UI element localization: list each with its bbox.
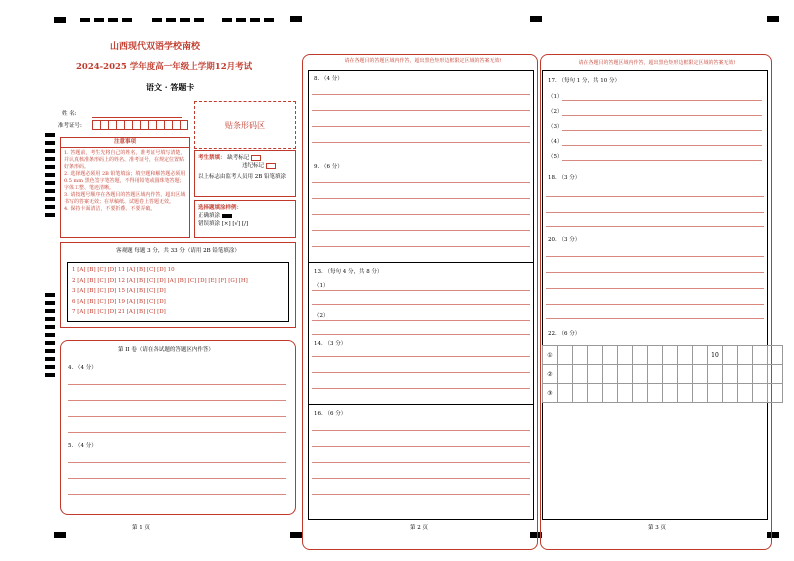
q20-label: 20. （3 分） xyxy=(548,237,581,243)
q16-label: 16. （6 分） xyxy=(314,411,347,417)
timing-mark xyxy=(530,16,542,22)
timing-mark xyxy=(222,18,232,22)
notice-item: 1. 答题前，考生先将自己的姓名，准考证号填写清楚，并认真核准条形码上的姓名、准考证号，在规定位置贴好条形码。 xyxy=(64,150,186,170)
answer-line[interactable] xyxy=(546,212,764,213)
grid-mark: 10 xyxy=(708,346,723,365)
id-label: 准考证号: xyxy=(58,123,82,129)
page2-notice: 请在各题目的答题区域内作答，超出黑色矩形边框限定区域的答案无效! xyxy=(344,58,502,64)
subject-title: 语文 · 答题卡 xyxy=(146,82,195,92)
timing-mark xyxy=(166,18,176,22)
name-field[interactable] xyxy=(92,117,182,118)
answer-line[interactable] xyxy=(312,182,530,183)
answer-line[interactable] xyxy=(312,126,530,127)
q17-item: （1） xyxy=(548,94,563,100)
answer-line[interactable] xyxy=(546,226,764,227)
fill-example-title: 选择题填涂样例： xyxy=(198,205,243,211)
page2-answer-box xyxy=(308,70,534,520)
answer-line[interactable] xyxy=(68,432,286,433)
q22-grid[interactable] xyxy=(542,345,783,403)
absent-label: 缺考标记 xyxy=(227,155,250,161)
correct-fill-mark xyxy=(222,214,232,218)
objective-grid xyxy=(67,262,289,322)
objective-title: 客观题 每题 3 分，共 33 分（请用 2B 铅笔填涂） xyxy=(116,248,240,254)
divider xyxy=(308,404,534,405)
page-number: 第 3 页 xyxy=(648,525,666,531)
answer-line[interactable] xyxy=(312,462,530,463)
timing-mark xyxy=(108,18,118,22)
q18-label: 18. （3 分） xyxy=(548,175,581,181)
id-boxes[interactable] xyxy=(92,120,188,130)
q13-part1: （1） xyxy=(314,283,329,289)
q4-label: 4. （4 分） xyxy=(68,365,97,371)
answer-line[interactable] xyxy=(546,196,764,197)
violation-label: 违纪标记 xyxy=(242,163,265,169)
page-number: 第 1 页 xyxy=(132,525,150,531)
name-label: 姓 名: xyxy=(62,111,77,117)
answer-line[interactable] xyxy=(562,160,762,161)
answer-line[interactable] xyxy=(312,214,530,215)
notice-item: 2. 选择题必须用 2B 铅笔填涂；填空题和解答题必须用 0.5 mm 黑色签字笔答题，不得用铅笔或圆珠笔答题；字体工整、笔迹清晰。 xyxy=(64,171,186,191)
objective-row[interactable]: 2 [A] [B] [C] [D] 12 [A] [B] [C] [D] [A] [B] [C] [D] [E] [F] [G] [H] xyxy=(72,277,248,284)
answer-line[interactable] xyxy=(68,462,286,463)
q13-label: 13. （每句 4 分，共 8 分） xyxy=(314,269,383,275)
prohibited-note: 以上标志由监考人员用 2B 铅笔填涂 xyxy=(198,174,287,180)
timing-mark xyxy=(264,18,274,22)
q17-label: 17. （每句 1 分，共 10 分） xyxy=(548,78,620,84)
page3-notice: 请在各题目的答题区域内作答，超出黑色矩形边框限定区域的答案无效! xyxy=(578,60,736,66)
grid-row-label: ① xyxy=(543,346,558,365)
page-number: 第 2 页 xyxy=(410,525,428,531)
answer-line[interactable] xyxy=(312,304,530,305)
q17-item: （2） xyxy=(548,109,563,115)
timing-mark xyxy=(94,18,104,22)
objective-row[interactable]: 6 [A] [B] [C] [D] 19 [A] [B] [C] [D] xyxy=(72,298,166,305)
q5-label: 5. （4 分） xyxy=(68,443,97,449)
answer-line[interactable] xyxy=(546,256,764,257)
timing-mark xyxy=(152,18,162,22)
fill-example-box xyxy=(194,200,296,238)
timing-mark xyxy=(54,17,66,23)
answer-line[interactable] xyxy=(312,142,530,143)
answer-line[interactable] xyxy=(562,115,762,116)
grid-row-label: ③ xyxy=(543,384,558,403)
answer-line[interactable] xyxy=(312,334,530,335)
objective-row[interactable]: 7 [A] [B] [C] [D] 21 [A] [B] [C] [D] xyxy=(72,309,166,315)
timing-mark xyxy=(767,16,779,22)
answer-line[interactable] xyxy=(68,400,286,401)
grid-row-label: ② xyxy=(543,365,558,384)
q13-part2: （2） xyxy=(314,313,329,319)
barcode-area xyxy=(194,101,296,149)
q17-item: （3） xyxy=(548,124,563,130)
timing-mark xyxy=(180,18,190,22)
answer-line[interactable] xyxy=(312,478,530,479)
barcode-label: 贴条形码区 xyxy=(225,120,265,130)
timing-mark xyxy=(236,18,246,22)
wrong-fill-label: 错误填涂 [×] [√] [/] xyxy=(198,221,249,227)
school-name: 山西现代双语学校南校 xyxy=(110,42,201,52)
answer-line[interactable] xyxy=(562,100,762,101)
timing-mark xyxy=(80,18,90,22)
timing-mark xyxy=(290,16,302,22)
answer-line[interactable] xyxy=(312,372,530,373)
answer-line[interactable] xyxy=(312,430,530,431)
objective-row[interactable]: 3 [A] [B] [C] [D] 15 [A] [B] [C] [D] xyxy=(72,288,166,294)
answer-line[interactable] xyxy=(312,494,530,495)
answer-line[interactable] xyxy=(68,494,286,495)
absent-checkbox[interactable] xyxy=(251,155,261,161)
violation-checkbox[interactable] xyxy=(266,163,276,169)
answer-line[interactable] xyxy=(562,145,762,146)
timing-mark xyxy=(54,532,66,538)
notice-box xyxy=(60,137,190,238)
answer-line[interactable] xyxy=(546,304,764,305)
answer-line[interactable] xyxy=(312,356,530,357)
q9-label: 9. （6 分） xyxy=(314,164,343,170)
exam-title: 2024-2025 学年度高一年级上学期12月考试 xyxy=(76,62,253,72)
prohibited-title: 考生禁填： xyxy=(198,155,226,161)
timing-mark xyxy=(250,18,260,22)
timing-mark xyxy=(194,18,204,22)
correct-fill-label: 正确填涂 xyxy=(198,213,221,219)
answer-line[interactable] xyxy=(68,384,286,385)
answer-line[interactable] xyxy=(312,94,530,95)
objective-row[interactable]: 1 [A] [B] [C] [D] 11 [A] [B] [C] [D] 10 xyxy=(72,267,175,273)
q14-label: 14. （3 分） xyxy=(314,341,347,347)
answer-line[interactable] xyxy=(562,130,762,131)
answer-line[interactable] xyxy=(312,388,530,389)
answer-line[interactable] xyxy=(68,478,286,479)
timing-mark xyxy=(290,532,302,538)
answer-line[interactable] xyxy=(546,272,764,273)
answer-line[interactable] xyxy=(312,290,530,291)
section2-title: 第 II 卷（请在各试题的答题区内作答） xyxy=(118,347,214,353)
notice-title: 注意事项 xyxy=(61,138,189,148)
answer-line[interactable] xyxy=(312,246,530,247)
notice-item: 3. 请按题号顺序在各题目的答题区域内作答，超出区域书写的答案无效；在草稿纸、试题卷上答题无效。 xyxy=(64,192,186,205)
q22-label: 22. （6 分） xyxy=(548,331,581,337)
answer-line[interactable] xyxy=(546,288,764,289)
q17-item: （5） xyxy=(548,154,563,160)
q8-label: 8. （4 分） xyxy=(314,76,343,82)
prohibited-box xyxy=(194,150,296,197)
q17-item: （4） xyxy=(548,139,563,145)
answer-line[interactable] xyxy=(312,198,530,199)
notice-item: 4. 保持卡面清洁，不要折叠、不要弄破。 xyxy=(64,206,156,212)
page3-answer-box xyxy=(542,70,768,520)
answer-line[interactable] xyxy=(312,446,530,447)
answer-line[interactable] xyxy=(68,416,286,417)
divider xyxy=(308,262,534,263)
answer-line[interactable] xyxy=(546,318,764,319)
answer-line[interactable] xyxy=(312,230,530,231)
timing-mark xyxy=(122,18,132,22)
answer-line[interactable] xyxy=(312,110,530,111)
answer-line[interactable] xyxy=(312,320,530,321)
objective-box xyxy=(60,242,296,328)
